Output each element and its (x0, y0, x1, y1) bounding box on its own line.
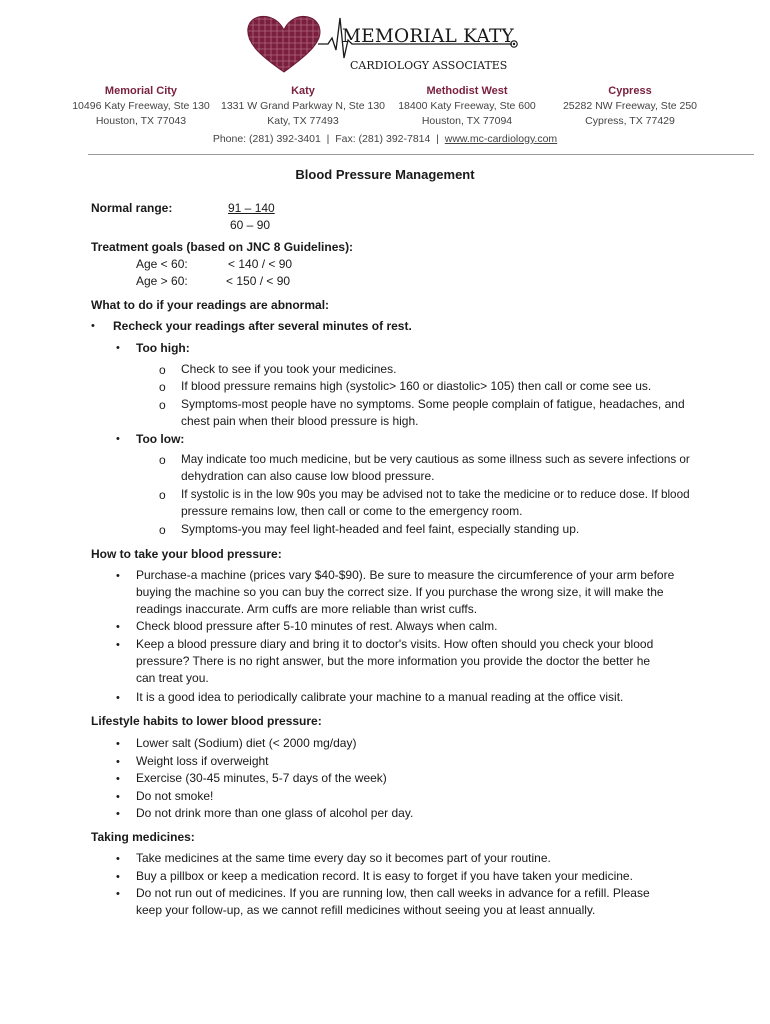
phone-fax: Phone: (281) 392-3401 | Fax: (281) 392-7814 | (212, 133, 445, 145)
office-name: Memorial City (104, 85, 178, 97)
high-item-1: Check to see if you took your medicines. (181, 362, 397, 376)
age2-label: Age > 60: (136, 274, 188, 288)
treatment-heading: Treatment goals (based on JNC 8 Guidelines): (91, 240, 354, 254)
sub-bullet-icon: o (159, 380, 166, 394)
lifestyle-item-3: Exercise (30-45 minutes, 5-7 days of the week) (136, 771, 387, 785)
office-address-line1: 1331 W Grand Parkway N, Ste 130 (221, 100, 385, 112)
medicines-heading: Taking medicines: (91, 830, 195, 844)
logo-title: MEMORIAL KATY (342, 26, 514, 47)
medicine-item-3b: keep your follow-up, as we cannot refill medicines without seeing you at least annually. (136, 903, 596, 917)
office-address-line1: 18400 Katy Freeway, Ste 600 (398, 100, 536, 112)
lifestyle-heading: Lifestyle habits to lower blood pressure: (91, 714, 322, 728)
how-item-1b: buying the machine so you can buy the correct size. If you purchase the wrong size, it will make the (136, 585, 664, 599)
page-title: Blood Pressure Management (295, 167, 475, 182)
age1-value: < 140 / < 90 (228, 257, 293, 271)
contact-line (0, 133, 770, 145)
low-item-2a: If systolic is in the low 90s you may be advised not to take the medicine or to reduce dose. If blood (181, 487, 690, 501)
age1-label: Age < 60: (136, 257, 188, 271)
normal-systolic: 91 – 140 (228, 201, 275, 215)
bullet-icon: • (116, 773, 120, 785)
logo-subtitle: CARDIOLOGY ASSOCIATES (350, 59, 508, 72)
low-item-3: Symptoms-you may feel light-headed and feel faint, especially standing up. (181, 522, 580, 536)
bullet-icon: • (116, 738, 120, 750)
low-item-2b: pressure remains low, then call or come to the emergency room. (181, 504, 523, 518)
high-item-3a: Symptoms-most people have no symptoms. Some people complain of fatigue, headaches, and (181, 397, 685, 411)
office-address-line1: 25282 NW Freeway, Ste 250 (562, 100, 698, 112)
bullet-icon: • (116, 808, 120, 820)
sub-bullet-icon: o (159, 453, 166, 467)
bullet-icon: • (116, 888, 120, 900)
office-memorial-city (51, 84, 231, 129)
how-item-1c: readings inaccurate. Arm cuffs are more reliable than wrist cuffs. (136, 602, 478, 616)
heart-icon (248, 16, 320, 72)
high-item-2: If blood pressure remains high (systolic> 160 or diastolic> 105) then call or come see us. (181, 379, 652, 393)
office-address-line2: Cypress, TX 77429 (585, 115, 675, 127)
how-item-1a: Purchase-a machine (prices vary $40-$90). Be sure to measure the circumference of your arm before (136, 568, 675, 582)
medicine-item-2: Buy a pillbox or keep a medication record. It is easy to forget if you have taken your medicine. (136, 869, 633, 883)
bullet-icon: • (116, 871, 120, 883)
how-item-3c: can treat you. (136, 671, 209, 685)
office-cypress (540, 84, 720, 129)
age2-value: < 150 / < 90 (226, 274, 291, 288)
bullet-icon: • (116, 639, 120, 651)
bullet-icon: • (116, 433, 120, 445)
office-address-line2: Houston, TX 77094 (421, 115, 513, 127)
bullet-icon: • (116, 570, 120, 582)
sub-bullet-icon: o (159, 488, 166, 502)
office-address-line2: Houston, TX 77043 (95, 115, 187, 127)
how-item-2: Check blood pressure after 5-10 minutes of rest. Always when calm. (136, 619, 498, 633)
abnormal-heading: What to do if your readings are abnormal: (91, 298, 330, 312)
office-name: Methodist West (426, 85, 508, 97)
bullet-icon: • (116, 621, 120, 633)
bullet-icon: • (91, 320, 95, 332)
medicine-item-1: Take medicines at the same time every day so it becomes part of your routine. (136, 851, 551, 865)
sub-bullet-icon: o (159, 363, 166, 377)
recheck-text: Recheck your readings after several minutes of rest. (113, 319, 412, 333)
website-link[interactable]: www.mc-cardiology.com (444, 133, 558, 145)
office-address-line1: 10496 Katy Freeway, Ste 130 (72, 100, 210, 112)
low-item-1b: dehydration can also cause low blood pressure. (181, 469, 435, 483)
how-item-3a: Keep a blood pressure diary and bring it to doctor's visits. How often should you check your blood (136, 637, 654, 651)
lifestyle-item-5: Do not drink more than one glass of alcohol per day. (136, 806, 414, 820)
lifestyle-item-4: Do not smoke! (136, 789, 214, 803)
how-item-3b: pressure? There is no right answer, but the more information you provide the doctor the better he (136, 654, 651, 668)
how-heading: How to take your blood pressure: (91, 547, 282, 561)
medicine-item-3a: Do not run out of medicines. If you are running low, then call weeks in advance for a refill. Please (136, 886, 650, 900)
high-item-3b: chest pain when their blood pressure is high. (181, 414, 419, 428)
bullet-icon: • (116, 791, 120, 803)
bullet-icon: • (116, 342, 120, 354)
bullet-icon: • (116, 692, 120, 704)
how-item-4: It is a good idea to periodically calibrate your machine to a manual reading at the office visit. (136, 690, 624, 704)
bullet-icon: • (116, 853, 120, 865)
office-katy (213, 84, 393, 129)
lifestyle-item-1: Lower salt (Sodium) diet (< 2000 mg/day) (136, 736, 357, 750)
office-address-line2: Katy, TX 77493 (267, 115, 339, 127)
office-name: Cypress (608, 85, 652, 97)
office-methodist-west (377, 84, 557, 129)
too-low-label: Too low: (136, 432, 185, 446)
sub-bullet-icon: o (159, 523, 166, 537)
sub-bullet-icon: o (159, 398, 166, 412)
header-divider (88, 154, 754, 155)
too-high-label: Too high: (136, 341, 190, 355)
bullet-icon: • (116, 756, 120, 768)
lifestyle-item-2: Weight loss if overweight (136, 754, 269, 768)
normal-range-label: Normal range: (91, 201, 173, 215)
office-name: Katy (291, 85, 315, 97)
low-item-1a: May indicate too much medicine, but be very cautious as some illness such as severe infections or (181, 452, 690, 466)
normal-diastolic: 60 – 90 (230, 218, 271, 232)
